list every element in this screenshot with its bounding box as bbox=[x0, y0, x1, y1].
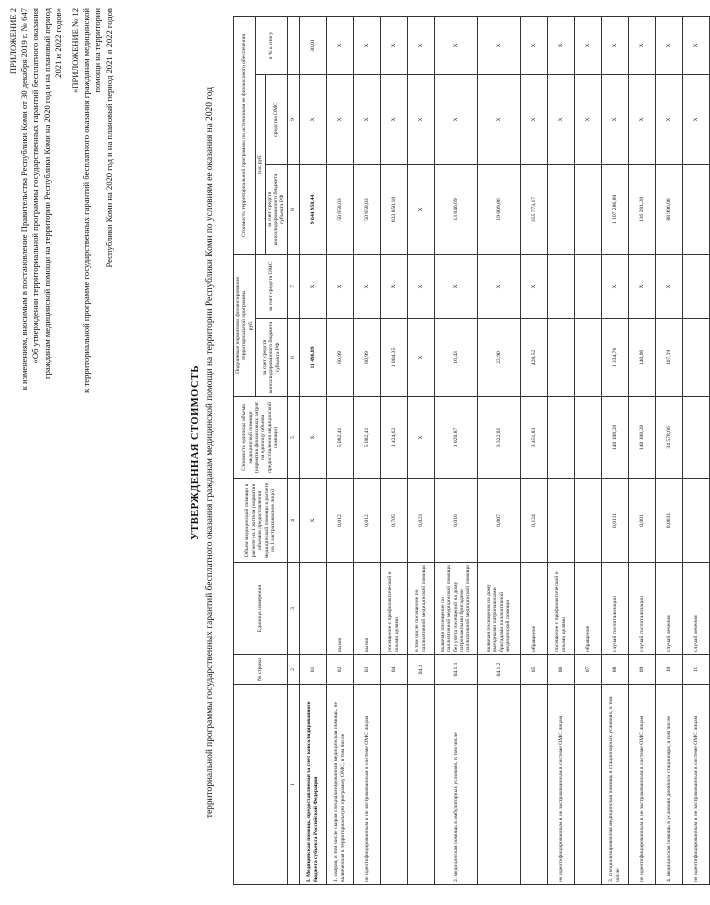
row-percent: X bbox=[326, 16, 353, 74]
row-label: не идентифицированным и не застрахованным в системе ОМС лицам bbox=[682, 685, 709, 885]
row-unit-cost: X bbox=[407, 397, 434, 479]
row-number: 04.1 bbox=[407, 655, 434, 685]
row-per-capita-oms: X bbox=[434, 254, 477, 318]
row-cost-budget: 833 850,18 bbox=[380, 164, 407, 254]
row-unit: случай госпитализации bbox=[601, 563, 628, 655]
row-unit-cost: 140 108,28 bbox=[601, 397, 628, 479]
row-unit-cost bbox=[547, 397, 574, 479]
column-number: 7 bbox=[287, 254, 299, 318]
row-volume: 0,012 bbox=[353, 479, 380, 563]
row-per-capita-oms: X bbox=[299, 254, 326, 318]
row-label bbox=[477, 685, 520, 885]
row-per-capita-oms: X bbox=[407, 254, 434, 318]
table-row bbox=[547, 16, 574, 884]
row-per-capita-oms: X bbox=[655, 254, 682, 318]
header-cell-name bbox=[234, 685, 288, 885]
row-percent: X bbox=[547, 16, 574, 74]
row-volume: 0,012 bbox=[326, 479, 353, 563]
appendix-header bbox=[8, 8, 64, 390]
row-cost-budget bbox=[574, 164, 601, 254]
row-cost-oms: X bbox=[682, 74, 709, 164]
header-per-capita-unit: руб. bbox=[247, 320, 254, 331]
row-per-capita-budget: 1 334,76 bbox=[601, 319, 628, 397]
row-percent: X bbox=[380, 16, 407, 74]
row-number: 06 bbox=[547, 655, 574, 685]
column-number: 4 bbox=[287, 479, 299, 563]
row-number: 02 bbox=[326, 655, 353, 685]
row-percent: X bbox=[520, 16, 547, 74]
row-cost-budget: 13 640,69 bbox=[434, 164, 477, 254]
row-unit-cost: 3 451,83 bbox=[520, 397, 547, 479]
row-cost-oms: X bbox=[520, 74, 547, 164]
row-cost-budget bbox=[547, 164, 574, 254]
row-per-capita-oms: X bbox=[520, 254, 547, 318]
header-line: к территориальной программе государственных гарантий бесплатного оказания гражданам медицинской bbox=[81, 8, 92, 393]
row-unit-cost: 34 578,66 bbox=[655, 397, 682, 479]
table-row bbox=[353, 16, 380, 884]
header-line: к изменениям, вносимым в постановление Правительства Республики Коми от 30 декабря 2019 г. № 647 bbox=[19, 8, 30, 391]
row-label bbox=[574, 685, 601, 885]
column-number: 1 bbox=[287, 685, 299, 885]
row-label: не идентифицированным и не застрахованным в системе ОМС лицам bbox=[628, 685, 655, 885]
row-percent: X bbox=[682, 16, 709, 74]
row-per-capita-budget: 1 004,35 bbox=[380, 319, 407, 397]
header-cell-line: № строки bbox=[234, 655, 288, 685]
column-number: 9 bbox=[287, 74, 299, 164]
row-number: 10 bbox=[655, 655, 682, 685]
row-percent: X bbox=[628, 16, 655, 74]
row-unit: обращение bbox=[520, 563, 547, 655]
table-row bbox=[655, 16, 682, 884]
document-subtitle: территориальной программы государственных гарантий бесплатного оказания гражданам медицинской помощи на территории Республики Коми по условиям ее оказания на 2020 год bbox=[205, 86, 215, 819]
row-per-capita-oms: X bbox=[353, 254, 380, 318]
header-cell-unit-cost: Стоимость единицы объема медицинской помощи (норматив финансовых затрат на единицу объема предоставления медицинской помощи) bbox=[234, 397, 288, 479]
row-unit-cost: 1 424,62 bbox=[380, 397, 407, 479]
row-unit-cost bbox=[682, 397, 709, 479]
row-unit bbox=[299, 563, 326, 655]
row-per-capita-oms: X bbox=[601, 254, 628, 318]
row-per-capita-oms: X bbox=[477, 254, 520, 318]
row-per-capita-oms: X bbox=[628, 254, 655, 318]
column-number: 2 bbox=[287, 655, 299, 685]
header-cell-pc-budget: за счет средств консолидированного бюджета субъекта РФ bbox=[256, 319, 288, 397]
row-percent: X bbox=[434, 16, 477, 74]
row-unit: посещение с профилактической и иными целями bbox=[547, 563, 574, 655]
header-cell-pc-oms: за счет средств ОМС bbox=[256, 254, 288, 318]
row-per-capita-budget: 140,06 bbox=[628, 319, 655, 397]
row-number: 04.1.2 bbox=[477, 655, 520, 685]
row-per-capita-oms: X bbox=[380, 254, 407, 318]
row-cost-oms: X bbox=[407, 74, 434, 164]
row-unit-cost: 1 020,87 bbox=[434, 397, 477, 479]
row-per-capita-budget: X bbox=[407, 319, 434, 397]
row-cost-oms: X bbox=[574, 74, 601, 164]
row-per-capita-oms bbox=[574, 254, 601, 318]
row-cost-budget: 19 009,86 bbox=[477, 164, 520, 254]
row-number: 11 bbox=[682, 655, 709, 685]
header-line: Республики Коми на 2020 год и на плановый период 2021 и 2022 годов bbox=[103, 8, 114, 268]
header-cell-percent: в % к итогу bbox=[256, 16, 288, 74]
row-label: 1. скорая, в том числе скорая специализированная медицинская помощь, не включенная в территориальную программу ОМС, в том числе bbox=[326, 685, 353, 885]
row-volume: 0,023 bbox=[407, 479, 434, 563]
row-percent: X bbox=[574, 16, 601, 74]
row-unit-cost: 5 082,41 bbox=[326, 397, 353, 479]
row-unit-cost: 3 322,01 bbox=[477, 397, 520, 479]
row-unit: случай лечения bbox=[655, 563, 682, 655]
row-number: 01 bbox=[299, 655, 326, 685]
row-cost-oms: X bbox=[601, 74, 628, 164]
column-number bbox=[287, 16, 299, 74]
header-cell-program-cost: Стоимость территориальной программы по источникам ее финансового обеспечения bbox=[234, 16, 256, 254]
row-percent: X bbox=[655, 16, 682, 74]
row-per-capita-budget bbox=[682, 319, 709, 397]
header-cell-unit: Единица измерения bbox=[234, 563, 288, 655]
row-per-capita-budget: 22,90 bbox=[477, 319, 520, 397]
table-row bbox=[326, 16, 353, 884]
row-volume: 0,0031 bbox=[655, 479, 682, 563]
column-number: 3 bbox=[287, 563, 299, 655]
header-cell-cost-unit: тыс.руб. bbox=[256, 74, 265, 254]
row-unit: в том числе посещение по паллиативной медицинской помощи bbox=[407, 563, 434, 655]
row-label: I. Медицинская помощь, предоставляемая за счет консолидированного бюджета субъекта Российской Федерации bbox=[299, 685, 326, 885]
column-number-row bbox=[287, 16, 299, 884]
appendix12-header bbox=[70, 8, 115, 393]
table-body bbox=[299, 16, 709, 884]
row-percent: X bbox=[353, 16, 380, 74]
row-cost-budget: 50 658,03 bbox=[353, 164, 380, 254]
row-label: не идентифицированным и не застрахованным в системе ОМС лицам bbox=[547, 685, 574, 885]
row-unit: обращение bbox=[574, 563, 601, 655]
header-line: помощи на территории bbox=[92, 8, 103, 93]
row-cost-oms: X bbox=[434, 74, 477, 164]
table-row bbox=[299, 16, 326, 884]
row-cost-oms: X bbox=[353, 74, 380, 164]
row-label: не идентифицированным и не застрахованным в системе ОМС лицам bbox=[353, 685, 380, 885]
row-per-capita-budget bbox=[574, 319, 601, 397]
header-per-capita-title: Подушевые нормативы финансирования территориальной программы bbox=[235, 277, 248, 374]
header-cell-per-capita bbox=[234, 254, 256, 396]
row-unit-cost: 5 082,41 bbox=[353, 397, 380, 479]
table-row bbox=[434, 16, 477, 884]
row-cost-budget: 1 107 286,89 bbox=[601, 164, 628, 254]
row-label: 4. медицинская помощь в условиях дневного стационара, в том числе bbox=[655, 685, 682, 885]
table-row bbox=[601, 16, 628, 884]
row-unit-cost bbox=[574, 397, 601, 479]
row-unit: посещение с профилактической и иными целями bbox=[380, 563, 407, 655]
row-volume: 0,016 bbox=[434, 479, 477, 563]
row-per-capita-budget: 16,43 bbox=[434, 319, 477, 397]
header-line: ПРИЛОЖЕНИЕ 2 bbox=[8, 8, 18, 75]
document-title: УТВЕРЖДЕННАЯ СТОИМОСТЬ bbox=[190, 365, 201, 541]
row-per-capita-budget: 60,99 bbox=[353, 319, 380, 397]
row-percent: 30,01 bbox=[299, 16, 326, 74]
header-line: «ПРИЛОЖЕНИЕ № 12 bbox=[70, 8, 80, 94]
row-cost-budget: 50 658,03 bbox=[326, 164, 353, 254]
row-per-capita-budget: 428,52 bbox=[520, 319, 547, 397]
row-volume: 0,124 bbox=[520, 479, 547, 563]
row-label bbox=[407, 685, 434, 885]
row-volume: 0,001 bbox=[628, 479, 655, 563]
row-cost-oms: X bbox=[547, 74, 574, 164]
row-cost-oms: X bbox=[628, 74, 655, 164]
row-unit: вызов bbox=[353, 563, 380, 655]
row-cost-oms: X bbox=[299, 74, 326, 164]
row-per-capita-budget: 60,99 bbox=[326, 319, 353, 397]
header-line: 2021 и 2022 годов» bbox=[52, 8, 63, 78]
row-unit: включая посещения на дому выездными патронажными бригадами паллиативной медицинской помощи bbox=[477, 563, 520, 655]
row-per-capita-budget: 11 496,89 bbox=[299, 319, 326, 397]
row-cost-budget: 355 773,17 bbox=[520, 164, 547, 254]
row-cost-budget: 9 644 958,44 bbox=[299, 164, 326, 254]
row-number: 09 bbox=[628, 655, 655, 685]
column-number: 6 bbox=[287, 319, 299, 397]
row-label: 3. специализированная медицинская помощь в стационарных условиях, в том числе bbox=[601, 685, 628, 885]
row-cost-budget: X bbox=[407, 164, 434, 254]
row-volume: X bbox=[299, 479, 326, 563]
row-volume: 0,0111 bbox=[601, 479, 628, 563]
row-unit-cost: X bbox=[299, 397, 326, 479]
row-per-capita-budget bbox=[547, 319, 574, 397]
table-row bbox=[477, 16, 520, 884]
row-volume bbox=[547, 479, 574, 563]
row-cost-oms: X bbox=[380, 74, 407, 164]
row-unit: включая посещение по паллиативной медицинской помощи без учета посещений на дому патронажными бригадами паллиативной медицинской помощи bbox=[434, 563, 477, 655]
table-row bbox=[407, 16, 434, 884]
row-per-capita-oms bbox=[682, 254, 709, 318]
table-row bbox=[520, 16, 547, 884]
table-row bbox=[682, 16, 709, 884]
row-cost-oms: X bbox=[655, 74, 682, 164]
row-unit: случай лечения bbox=[682, 563, 709, 655]
row-per-capita-oms bbox=[547, 254, 574, 318]
header-line: гражданам медицинской помощи на территории Республики Коми на 2020 год и на плановый период bbox=[41, 8, 52, 379]
column-number: 5 bbox=[287, 397, 299, 479]
row-unit: вызов bbox=[326, 563, 353, 655]
row-cost-oms: X bbox=[477, 74, 520, 164]
row-cost-budget: 88 996,08 bbox=[655, 164, 682, 254]
row-label: 2. медицинская помощь в амбулаторных условиях, в том числе bbox=[434, 685, 477, 885]
row-per-capita-budget: 107,19 bbox=[655, 319, 682, 397]
row-number: 05 bbox=[520, 655, 547, 685]
row-label bbox=[520, 685, 547, 885]
row-percent: X bbox=[477, 16, 520, 74]
row-number: 04 bbox=[380, 655, 407, 685]
table-row bbox=[380, 16, 407, 884]
row-number: 08 bbox=[601, 655, 628, 685]
row-volume: 0,007 bbox=[477, 479, 520, 563]
table-row bbox=[574, 16, 601, 884]
row-volume bbox=[682, 479, 709, 563]
header-line: «Об утверждении территориальной программы государственных гарантий бесплатного оказания bbox=[30, 8, 41, 364]
table-row bbox=[628, 16, 655, 884]
row-number: 07 bbox=[574, 655, 601, 685]
row-cost-budget: 116 281,28 bbox=[628, 164, 655, 254]
row-percent: X bbox=[407, 16, 434, 74]
row-volume: 0,705 bbox=[380, 479, 407, 563]
row-cost-oms: X bbox=[326, 74, 353, 164]
row-per-capita-oms: X bbox=[326, 254, 353, 318]
row-number: 03 bbox=[353, 655, 380, 685]
header-cell-cost-budget: за счет средств консолидированного бюджета субъекта РФ bbox=[265, 164, 287, 254]
header-cell-volume: Объем медицинской помощи в расчете на 1 жителя (норматив объемов предоставления медицинской помощи в расчете на 1 застрахованное лицо) bbox=[234, 479, 288, 563]
row-cost-budget bbox=[682, 164, 709, 254]
row-unit-cost: 140 108,28 bbox=[628, 397, 655, 479]
row-unit: случай госпитализации bbox=[628, 563, 655, 655]
cost-table bbox=[233, 16, 710, 885]
column-number: 8 bbox=[287, 164, 299, 254]
header-cell-cost-oms: средства ОМС bbox=[265, 74, 287, 164]
row-label bbox=[380, 685, 407, 885]
row-number: 04.1.1 bbox=[434, 655, 477, 685]
row-volume bbox=[574, 479, 601, 563]
row-percent: X bbox=[601, 16, 628, 74]
